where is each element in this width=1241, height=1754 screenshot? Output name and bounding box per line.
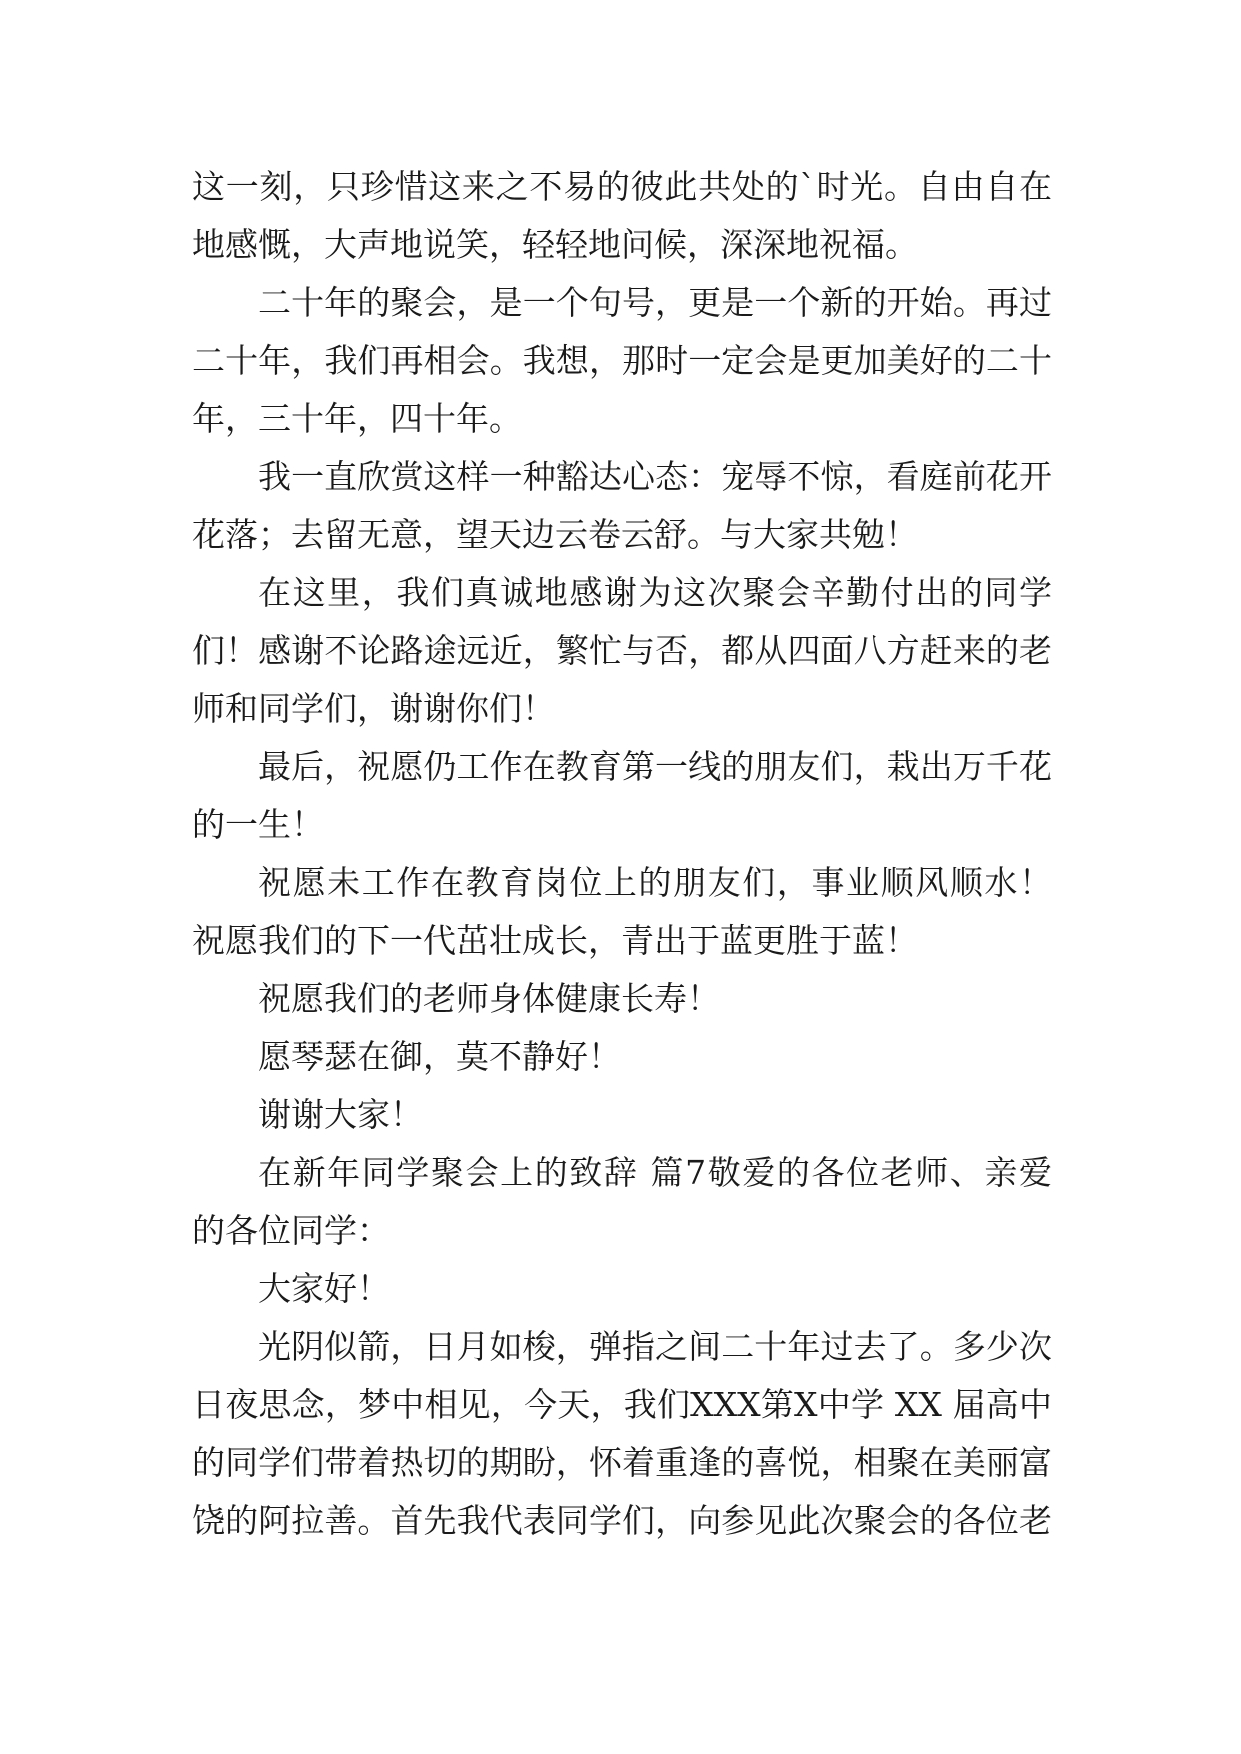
text-line: 祝愿未工作在教育岗位上的朋友们，事业顺风顺水！ xyxy=(258,863,1052,902)
text-line: 的同学们带着热切的期盼，怀着重逢的喜悦，相聚在美丽富 xyxy=(192,1443,1052,1482)
text-line: 日夜思念，梦中相见，今天，我们XXX第X中学 XX 届高中 xyxy=(192,1385,1052,1424)
text-line: 二十年的聚会，是一个句号，更是一个新的开始。再过 xyxy=(258,283,1052,322)
document-body xyxy=(192,158,1052,1550)
text-line: 地感慨，大声地说笑，轻轻地问候，深深地祝福。 xyxy=(192,225,918,264)
text-line: 我一直欣赏这样一种豁达心态：宠辱不惊，看庭前花开 xyxy=(258,457,1052,496)
text-line: 愿琴瑟在御，莫不静好！ xyxy=(258,1037,621,1076)
text-line: 花落；去留无意，望天边云卷云舒。与大家共勉！ xyxy=(192,515,918,554)
text-line: 们！感谢不论路途远近，繁忙与否，都从四面八方赶来的老 xyxy=(192,631,1052,670)
text-line: 在新年同学聚会上的致辞 篇7敬爱的各位老师、亲爱 xyxy=(258,1153,1052,1192)
text-line: 饶的阿拉善。首先我代表同学们，向参见此次聚会的各位老 xyxy=(192,1501,1052,1540)
text-line: 祝愿我们的下一代茁壮成长，青出于蓝更胜于蓝！ xyxy=(192,921,918,960)
text-line: 在这里，我们真诚地感谢为这次聚会辛勤付出的同学 xyxy=(258,573,1052,612)
text-line: 大家好！ xyxy=(258,1269,390,1308)
text-line: 二十年，我们再相会。我想，那时一定会是更加美好的二十 xyxy=(192,341,1052,380)
text-line: 的各位同学： xyxy=(192,1211,390,1250)
text-line: 年，三十年，四十年。 xyxy=(192,399,522,438)
text-line: 谢谢大家！ xyxy=(258,1095,423,1134)
text-line: 最后，祝愿仍工作在教育第一线的朋友们，栽出万千花 xyxy=(258,747,1052,786)
text-line: 的一生！ xyxy=(192,805,324,844)
text-line: 这一刻，只珍惜这来之不易的彼此共处的`时光。自由自在 xyxy=(192,167,1052,206)
text-line: 光阴似箭，日月如梭，弹指之间二十年过去了。多少次 xyxy=(258,1327,1052,1366)
text-line: 师和同学们，谢谢你们！ xyxy=(192,689,555,728)
text-line: 祝愿我们的老师身体健康长寿！ xyxy=(258,979,720,1018)
